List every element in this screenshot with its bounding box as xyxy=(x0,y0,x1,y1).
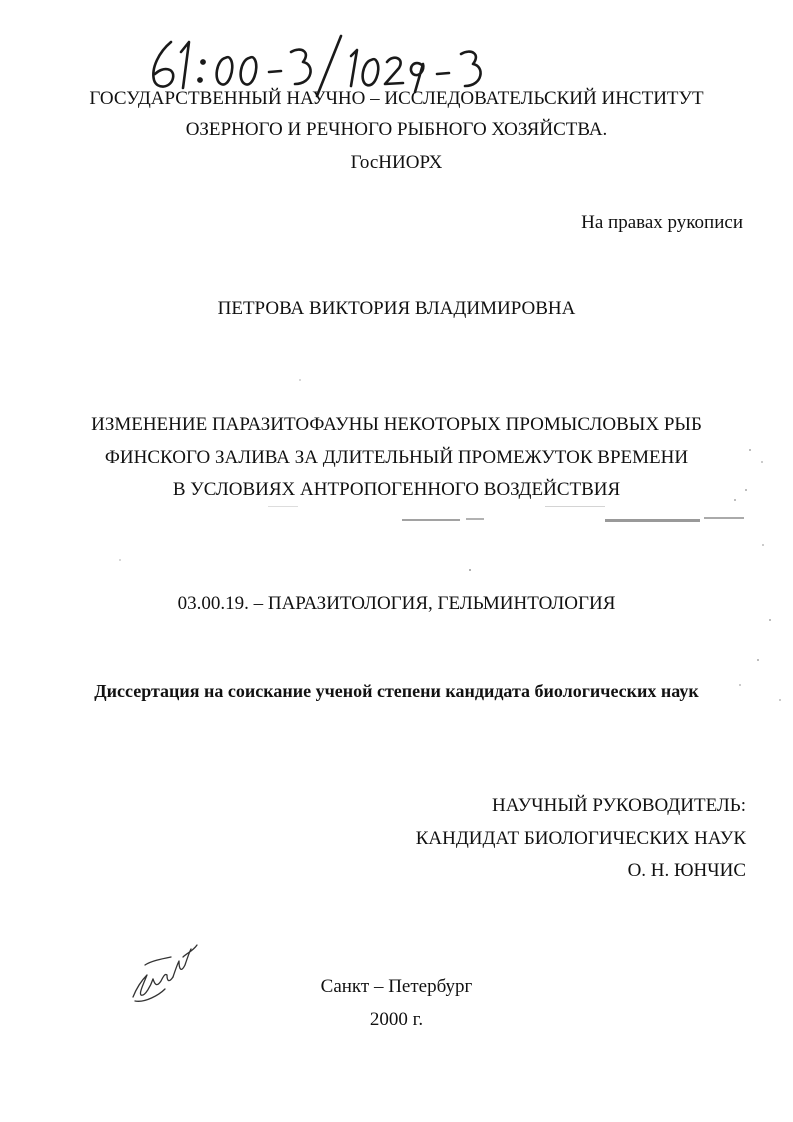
supervisor-name: О. Н. ЮНЧИС xyxy=(627,860,746,881)
year: 2000 г. xyxy=(369,1009,424,1030)
institute-name-line-1: ГОСУДАРСТВЕННЫЙ НАУЧНО – ИССЛЕДОВАТЕЛЬСКИЙ ИНСТИТУТ xyxy=(89,88,704,109)
city: Санкт – Петербург xyxy=(320,976,473,997)
supervisor-degree: КАНДИДАТ БИОЛОГИЧЕСКИХ НАУК xyxy=(415,828,746,849)
title-line-2: ФИНСКОГО ЗАЛИВА ЗА ДЛИТЕЛЬНЫЙ ПРОМЕЖУТОК ВРЕМЕНИ xyxy=(104,447,689,468)
title-line-3: В УСЛОВИЯХ АНТРОПОГЕННОГО ВОЗДЕЙСТВИЯ xyxy=(172,479,621,500)
supervisor-label: НАУЧНЫЙ РУКОВОДИТЕЛЬ: xyxy=(492,795,746,816)
author-name: ПЕТРОВА ВИКТОРИЯ ВЛАДИМИРОВНА xyxy=(217,298,576,319)
institute-abbreviation: ГосНИОРХ xyxy=(350,152,443,173)
degree-statement: Диссертация на соискание ученой степени кандидата биологических наук xyxy=(94,681,699,701)
manuscript-rights-note: На правах рукописи xyxy=(581,212,743,233)
specialty-code: 03.00.19. – ПАРАЗИТОЛОГИЯ, ГЕЛЬМИНТОЛОГИЯ xyxy=(177,593,616,614)
title-line-1: ИЗМЕНЕНИЕ ПАРАЗИТОФАУНЫ НЕКОТОРЫХ ПРОМЫСЛОВЫХ РЫБ xyxy=(91,414,702,435)
institute-name-line-2: ОЗЕРНОГО И РЕЧНОГО РЫБНОГО ХОЗЯЙСТВА. xyxy=(185,119,608,140)
